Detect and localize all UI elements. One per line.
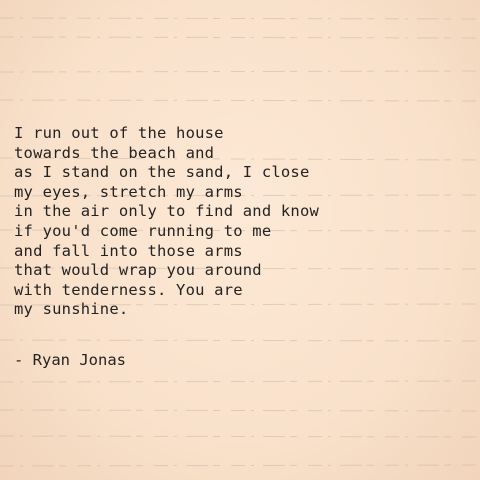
poem-line: my sunshine. (14, 300, 129, 319)
poem-line: that would wrap you around (14, 261, 262, 280)
poem-line: my eyes, stretch my arms (14, 182, 243, 201)
poem-text (14, 124, 466, 320)
poem-line: I run out of the house (14, 124, 224, 142)
poem-line: in the air only to find and know (14, 202, 320, 221)
poem-line: and fall into those arms (14, 241, 243, 260)
poem-line: if you'd come running to me (14, 221, 272, 240)
poem-line: with tenderness. You are (14, 280, 243, 299)
poem-line: towards the beach and (14, 143, 215, 162)
poem-line: as I stand on the sand, I close (14, 163, 310, 182)
author-signature: - Ryan Jonas (14, 351, 126, 369)
